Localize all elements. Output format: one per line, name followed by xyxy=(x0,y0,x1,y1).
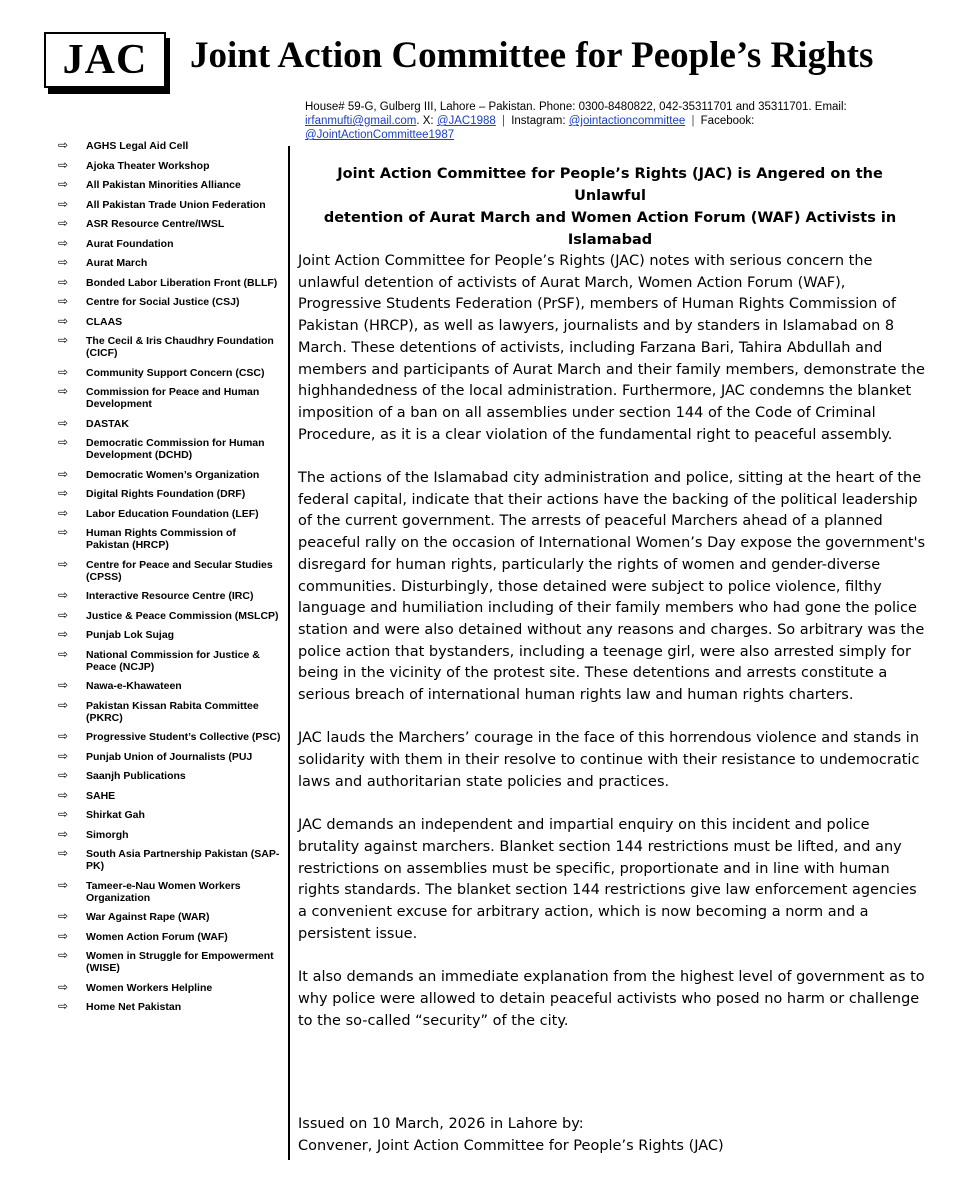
member-item xyxy=(58,364,282,379)
member-name: ASR Resource Centre/IWSL xyxy=(86,218,225,230)
member-item xyxy=(58,274,282,289)
arrow-bullet-icon: ⇨ xyxy=(58,525,69,539)
member-name: Aurat Foundation xyxy=(86,237,174,250)
member-item xyxy=(58,680,282,692)
member-item xyxy=(58,179,282,191)
member-item xyxy=(58,787,282,802)
member-name: Interactive Resource Centre (IRC) xyxy=(86,590,254,602)
member-name: Digital Rights Foundation (DRF) xyxy=(86,488,246,500)
arrow-bullet-icon: ⇨ xyxy=(58,999,69,1013)
arrow-bullet-icon: ⇨ xyxy=(58,607,69,622)
member-name: The Cecil & Iris Chaudhry Foundation (CICF) xyxy=(86,335,274,359)
member-name: DASTAK xyxy=(86,417,129,430)
member-item xyxy=(58,731,282,743)
arrow-bullet-icon: ⇨ xyxy=(58,556,69,571)
member-item xyxy=(58,556,282,583)
headline-line-1: Joint Action Committee for People’s Rights (JAC) is Angered on the Unlawful xyxy=(337,166,883,204)
statement-headline xyxy=(300,163,920,251)
issued-date-line: Issued on 10 March, 2026 in Lahore by: xyxy=(298,1116,584,1132)
member-name: All Pakistan Minorities Alliance xyxy=(86,179,241,191)
member-item xyxy=(58,928,282,943)
member-item xyxy=(58,335,282,359)
member-name: South Asia Partnership Pakistan (SAP-PK) xyxy=(86,848,280,872)
arrow-bullet-icon: ⇨ xyxy=(58,979,69,994)
arrow-bullet-icon: ⇨ xyxy=(58,877,69,892)
organization-title: Joint Action Committee for People’s Rights xyxy=(190,35,874,76)
member-item xyxy=(58,979,282,994)
x-handle-link[interactable]: @JAC1988 xyxy=(436,115,496,127)
contact-block xyxy=(305,100,905,142)
member-item xyxy=(58,235,282,250)
arrow-bullet-icon: ⇨ xyxy=(58,505,69,520)
member-name: Commission for Peace and Human Development xyxy=(86,386,260,410)
paragraph: It also demands an immediate explanation from the highest level of government as to why police were allowed to detain peaceful activists who posed no harm or challenge to the so-called “security” of the city. xyxy=(298,969,925,1029)
separator: | xyxy=(502,115,506,127)
member-item xyxy=(58,505,282,520)
arrow-bullet-icon: ⇨ xyxy=(58,928,69,943)
facebook-label: Facebook: xyxy=(700,115,755,127)
arrow-bullet-icon: ⇨ xyxy=(58,384,69,398)
arrow-bullet-icon: ⇨ xyxy=(58,415,69,430)
member-name: Centre for Peace and Secular Studies (CPSS) xyxy=(86,558,273,583)
member-name: Shirkat Gah xyxy=(86,809,145,821)
arrow-bullet-icon: ⇨ xyxy=(58,333,69,347)
email-link[interactable]: irfanmufti@gmail.com xyxy=(305,115,417,127)
member-name: Tameer-e-Nau Women Workers Organization xyxy=(86,879,241,904)
member-item xyxy=(58,877,282,904)
arrow-bullet-icon: ⇨ xyxy=(58,138,69,152)
member-name: Centre for Social Justice (CSJ) xyxy=(86,296,240,308)
member-name: Pakistan Kissan Rabita Committee (PKRC) xyxy=(86,699,259,724)
member-item xyxy=(58,386,282,410)
member-item xyxy=(58,1001,282,1013)
arrow-bullet-icon: ⇨ xyxy=(58,787,69,802)
arrow-bullet-icon: ⇨ xyxy=(58,627,69,641)
member-item xyxy=(58,697,282,724)
member-item xyxy=(58,296,282,308)
member-item xyxy=(58,257,282,269)
member-item xyxy=(58,218,282,230)
member-organizations-list xyxy=(58,140,282,1021)
arrow-bullet-icon: ⇨ xyxy=(58,678,69,692)
member-name: War Against Rape (WAR) xyxy=(86,911,210,923)
arrow-bullet-icon: ⇨ xyxy=(58,196,69,211)
separator: | xyxy=(691,115,695,127)
arrow-bullet-icon: ⇨ xyxy=(58,486,69,500)
arrow-bullet-icon: ⇨ xyxy=(58,948,69,962)
arrow-bullet-icon: ⇨ xyxy=(58,748,69,763)
arrow-bullet-icon: ⇨ xyxy=(58,466,69,481)
member-item xyxy=(58,527,282,551)
member-item xyxy=(58,415,282,430)
member-item xyxy=(58,950,282,974)
arrow-bullet-icon: ⇨ xyxy=(58,235,69,250)
instagram-label: Instagram: xyxy=(511,115,569,127)
paragraph: JAC lauds the Marchers’ courage in the face of this horrendous violence and stands in solidarity with them in their resolve to continue with their resistance to undemocratic laws and authoritarian state policies and practices. xyxy=(298,730,920,790)
member-item xyxy=(58,437,282,461)
member-item xyxy=(58,140,282,152)
arrow-bullet-icon: ⇨ xyxy=(58,826,69,841)
arrow-bullet-icon: ⇨ xyxy=(58,216,69,230)
member-item xyxy=(58,826,282,841)
member-item xyxy=(58,157,282,172)
member-name: National Commission for Justice & Peace (NCJP) xyxy=(86,648,260,673)
instagram-handle-link[interactable]: @jointactioncommittee xyxy=(568,115,686,127)
arrow-bullet-icon: ⇨ xyxy=(58,274,69,289)
arrow-bullet-icon: ⇨ xyxy=(58,157,69,172)
member-item xyxy=(58,607,282,622)
member-item xyxy=(58,466,282,481)
jac-logo xyxy=(44,32,174,92)
arrow-bullet-icon: ⇨ xyxy=(58,807,69,821)
arrow-bullet-icon: ⇨ xyxy=(58,846,69,860)
member-item xyxy=(58,848,282,872)
member-name: Women Action Forum (WAF) xyxy=(86,930,228,943)
headline-line-2: detention of Aurat March and Women Action Forum (WAF) Activists in Islamabad xyxy=(323,210,897,248)
address-phone: House# 59-G, Gulberg III, Lahore – Pakistan. Phone: 0300-8480822, 042-35311701 and 35311701. Email: xyxy=(305,101,847,113)
member-item xyxy=(58,770,282,782)
member-name: Saanjh Publications xyxy=(86,770,186,782)
member-name: Community Support Concern (CSC) xyxy=(86,366,265,379)
arrow-bullet-icon: ⇨ xyxy=(58,255,69,269)
arrow-bullet-icon: ⇨ xyxy=(58,294,69,308)
arrow-bullet-icon: ⇨ xyxy=(58,697,69,712)
arrow-bullet-icon: ⇨ xyxy=(58,729,69,743)
arrow-bullet-icon: ⇨ xyxy=(58,909,69,923)
member-item xyxy=(58,809,282,821)
member-item xyxy=(58,911,282,923)
member-name: Nawa-e-Khawateen xyxy=(86,680,182,692)
arrow-bullet-icon: ⇨ xyxy=(58,364,69,379)
member-name: AGHS Legal Aid Cell xyxy=(86,140,189,152)
arrow-bullet-icon: ⇨ xyxy=(58,177,69,191)
member-name: Justice & Peace Commission (MSLCP) xyxy=(86,609,279,622)
member-item xyxy=(58,590,282,602)
member-name: Labor Education Foundation (LEF) xyxy=(86,507,259,520)
member-item xyxy=(58,748,282,763)
arrow-bullet-icon: ⇨ xyxy=(58,435,69,449)
logo-text: JAC xyxy=(44,32,166,88)
member-name: Democratic Commission for Human Development (DCHD) xyxy=(86,437,265,461)
arrow-bullet-icon: ⇨ xyxy=(58,646,69,661)
member-item xyxy=(58,646,282,673)
member-name: Ajoka Theater Workshop xyxy=(86,159,210,172)
member-name: Women Workers Helpline xyxy=(86,981,213,994)
member-name: Punjab Union of Journalists (PUJ xyxy=(86,750,253,763)
statement-body xyxy=(298,251,926,1054)
member-item xyxy=(58,313,282,328)
member-item xyxy=(58,488,282,500)
arrow-bullet-icon: ⇨ xyxy=(58,588,69,602)
paragraph: JAC demands an independent and impartial enquiry on this incident and police brutality against marchers. Blanket section 144 restrictions must be lifted, and any restrictions on assemblies must be specific, proportionate and in line with human rights standards. The blanket section 144 restrictions give law enforcement agencies a convenient excuse for arbitrary action, which is now becoming a norm and a persistent issue. xyxy=(298,817,917,942)
member-name: Human Rights Commission of Pakistan (HRCP) xyxy=(86,527,236,551)
issued-by xyxy=(298,1114,926,1157)
arrow-bullet-icon: ⇨ xyxy=(58,313,69,328)
member-name: Women in Struggle for Empowerment (WISE) xyxy=(86,950,274,974)
member-name: Home Net Pakistan xyxy=(86,1001,182,1013)
member-name: CLAAS xyxy=(86,315,123,328)
member-name: Aurat March xyxy=(86,257,148,269)
paragraph: Joint Action Committee for People’s Rights (JAC) notes with serious concern the unlawful detention of activists of Aurat March, Women Action Forum (WAF), Progressive Students Federation (PrSF), members of Human Rights Commission of Pakistan (HRCP), as well as lawyers, journalists and by standers in Islamabad on 8 March. These detentions of activists, including Farzana Bari, Tahira Abdullah and members and participants of Aurat March and their family members, demonstrate the highhandedness of the local administration. Furthermore, JAC condemns the blanket imposition of a ban on all assemblies under section 144 of the Code of Criminal Procedure, as it is a clear violation of the fundamental right to peaceful assembly. xyxy=(298,253,925,443)
vertical-divider xyxy=(288,146,290,1160)
x-label: . X: xyxy=(416,115,437,127)
member-name: Simorgh xyxy=(86,828,129,841)
facebook-handle-link[interactable]: @JointActionCommittee1987 xyxy=(305,129,455,141)
signatory-line: Convener, Joint Action Committee for People’s Rights (JAC) xyxy=(298,1137,724,1154)
paragraph: The actions of the Islamabad city administration and police, sitting at the heart of the federal capital, indicate that their actions have the backing of the political leadership of the current government. The arrests of peaceful Marchers ahead of a planned peaceful rally on the occasion of International Women’s Day expose the government's disregard for human rights, particularly the rights of women and gender-diverse communities. Disturbingly, those detained were subject to police violence, filthy language and humiliation including of their family members who had gone the police station and were also detained without any reasons and charges. So arbitrary was the police action that bystanders, including a teenage girl, were also arrested simply for being in the vicinity of the protest site. These detentions and arrests constitute a serious breach of international human rights law and human rights charters. xyxy=(298,470,926,704)
member-item xyxy=(58,196,282,211)
member-name: SAHE xyxy=(86,789,116,802)
member-item xyxy=(58,629,282,641)
member-name: Bonded Labor Liberation Front (BLLF) xyxy=(86,276,278,289)
arrow-bullet-icon: ⇨ xyxy=(58,768,69,782)
member-name: Progressive Student’s Collective (PSC) xyxy=(86,731,281,743)
member-name: Democratic Women’s Organization xyxy=(86,468,260,481)
member-name: Punjab Lok Sujag xyxy=(86,629,175,641)
member-name: All Pakistan Trade Union Federation xyxy=(86,198,266,211)
